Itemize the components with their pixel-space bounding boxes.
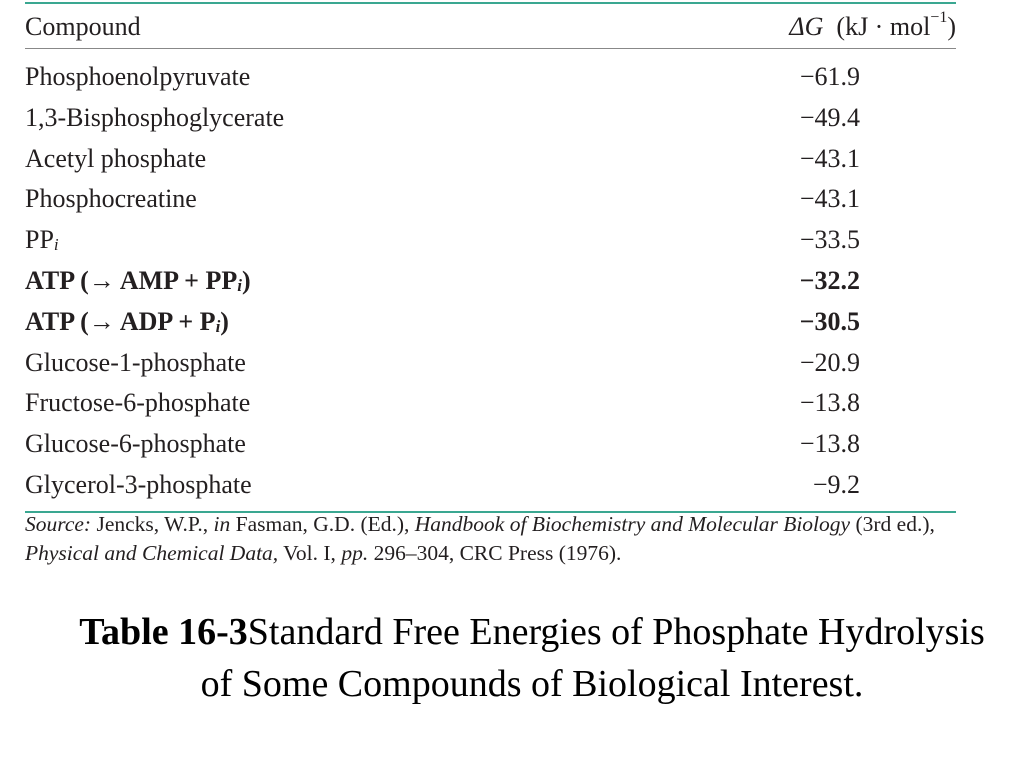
source-pages-abbr: pp. bbox=[341, 541, 369, 565]
compound-name-text: PP bbox=[25, 225, 54, 255]
header-unit-close: ) bbox=[947, 12, 956, 41]
delta-g-value: −9.2 bbox=[812, 469, 860, 499]
source-book-title: Handbook of Biochemistry and Molecular Biology bbox=[414, 512, 851, 536]
source-editor: Fasman, G.D. (Ed.), bbox=[230, 512, 415, 536]
compound-name-text: Phosphocreatine bbox=[25, 184, 197, 214]
table-row bbox=[25, 425, 956, 466]
source-in-word: in bbox=[213, 512, 231, 536]
compound-name-text: Glucose-1-phosphate bbox=[25, 347, 246, 377]
table-row bbox=[25, 221, 956, 262]
compound-name-subscript: i bbox=[53, 235, 59, 255]
table-caption bbox=[60, 606, 1004, 710]
compound-name bbox=[25, 144, 206, 174]
table-body bbox=[25, 49, 956, 507]
compound-name bbox=[25, 184, 197, 214]
compound-name-text: Glycerol-3-phosphate bbox=[25, 469, 252, 499]
compound-name-tail: ) bbox=[220, 306, 229, 336]
header-delta-g bbox=[789, 9, 956, 42]
compound-name-subscript: i bbox=[215, 316, 221, 336]
compound-name-subscript: i bbox=[237, 275, 242, 295]
compound-name-text: 1,3-Bisphosphoglycerate bbox=[25, 102, 285, 132]
delta-g-value: −13.8 bbox=[799, 429, 860, 459]
delta-g-value: −43.1 bbox=[799, 143, 860, 173]
phosphate-hydrolysis-table bbox=[25, 0, 956, 513]
compound-name-tail: ) bbox=[241, 265, 251, 295]
source-section-title: Physical and Chemical Data, bbox=[25, 541, 279, 565]
delta-g-value: −33.5 bbox=[799, 225, 860, 255]
compound-name bbox=[25, 266, 251, 296]
header-unit-base: (kJ · mol bbox=[836, 12, 931, 41]
table-row bbox=[25, 99, 956, 140]
compound-name bbox=[25, 388, 250, 418]
delta-g-value: −30.5 bbox=[799, 306, 860, 336]
compound-name-text: Phosphoenolpyruvate bbox=[25, 62, 251, 91]
table-row bbox=[25, 140, 956, 181]
source-label: Source: bbox=[25, 512, 92, 536]
source-pages-tail: 296–304, CRC Press (1976). bbox=[368, 541, 622, 565]
compound-name-text: Acetyl phosphate bbox=[25, 143, 207, 173]
compound-name bbox=[25, 225, 59, 255]
table-row bbox=[25, 58, 956, 99]
delta-g-value: −43.1 bbox=[799, 184, 860, 214]
table-row bbox=[25, 303, 956, 344]
header-compound: Compound bbox=[25, 12, 141, 41]
compound-name bbox=[25, 348, 246, 378]
compound-name-text: ATP (→ AMP + PP bbox=[25, 265, 238, 295]
delta-g-value: −61.9 bbox=[799, 62, 860, 91]
table-row bbox=[25, 180, 956, 221]
table-header-row bbox=[25, 4, 956, 48]
delta-g-value: −20.9 bbox=[799, 347, 860, 377]
table-row bbox=[25, 466, 956, 507]
source-edition: (3rd ed.), bbox=[850, 512, 935, 536]
caption-label: Table 16-3 bbox=[79, 611, 248, 653]
delta-g-value: −13.8 bbox=[799, 388, 860, 418]
header-unit-exponent: −1 bbox=[930, 9, 948, 26]
header-delta-g-symbol: ΔG bbox=[789, 12, 824, 41]
table-row bbox=[25, 344, 956, 385]
compound-name bbox=[25, 62, 250, 92]
compound-name bbox=[25, 307, 229, 337]
source-note bbox=[25, 510, 960, 568]
delta-g-value: −49.4 bbox=[799, 102, 860, 132]
source-author: Jencks, W.P., bbox=[91, 512, 214, 536]
compound-name bbox=[25, 103, 284, 133]
table-row bbox=[25, 262, 956, 303]
compound-name-text: Fructose-6-phosphate bbox=[25, 388, 251, 418]
compound-name-text: Glucose-6-phosphate bbox=[25, 429, 246, 459]
caption-text: Standard Free Energies of Phosphate Hydrolysis of Some Compounds of Biological Interest. bbox=[200, 611, 985, 705]
compound-name-text: ATP (→ ADP + P bbox=[25, 306, 216, 336]
delta-g-value: −32.2 bbox=[799, 265, 860, 295]
source-volume: Vol. I, bbox=[278, 541, 342, 565]
compound-name bbox=[25, 470, 252, 500]
table-row bbox=[25, 384, 956, 425]
compound-name bbox=[25, 429, 246, 459]
